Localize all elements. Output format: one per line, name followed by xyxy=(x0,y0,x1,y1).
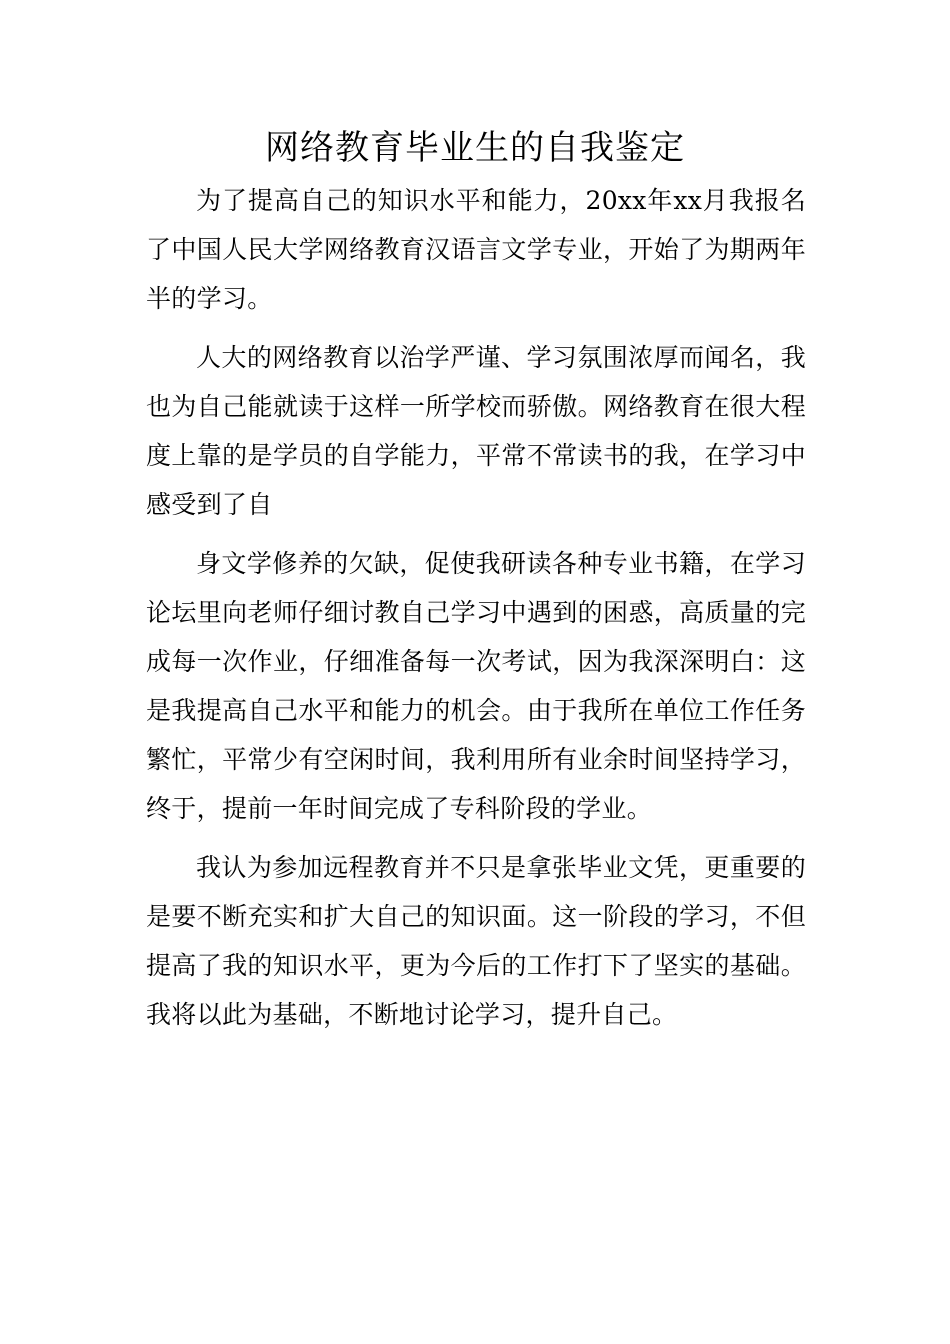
paragraph-2: 人大的网络教育以治学严谨、学习氛围浓厚而闻名，我也为自己能就读于这样一所学校而骄傲。网络教育在很大程度上靠的是学员的自学能力，平常不常读书的我，在学习中感受到了自 xyxy=(146,343,806,519)
paragraph-1: 为了提高自己的知识水平和能力，20xx年xx月我报名了中国人民大学网络教育汉语言文学专业，开始了为期两年半的学习。 xyxy=(146,186,806,313)
paragraph-3: 身文学修养的欠缺，促使我研读各种专业书籍，在学习论坛里向老师仔细讨教自己学习中遇到的困惑，高质量的完成每一次作业，仔细准备每一次考试，因为我深深明白：这是我提高自己水平和能力的机会。由于我所在单位工作任务繁忙，平常少有空闲时间，我利用所有业余时间坚持学习，终于，提前一年时间完成了专科阶段的学业。 xyxy=(146,549,806,823)
document-body xyxy=(146,176,806,1049)
document-title: 网络教育毕业生的自我鉴定 xyxy=(265,128,685,168)
paragraph-4: 我认为参加远程教育并不只是拿张毕业文凭，更重要的是要不断充实和扩大自己的知识面。这一阶段的学习，不但提高了我的知识水平，更为今后的工作打下了坚实的基础。我将以此为基础，不断地讨论学习，提升自己。 xyxy=(146,853,806,1029)
